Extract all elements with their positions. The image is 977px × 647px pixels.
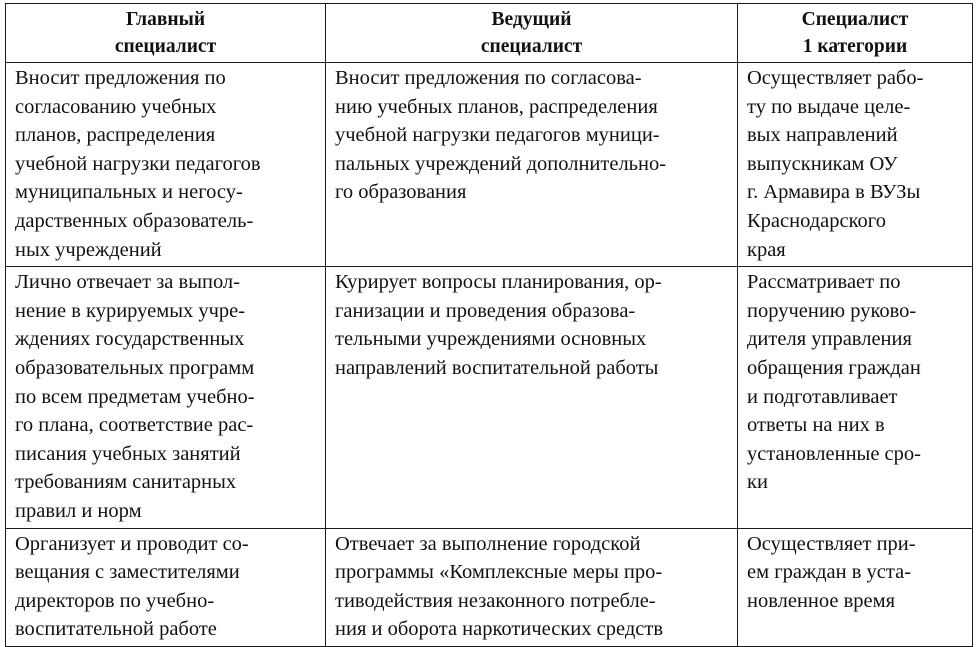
cell-line: вых направлений (747, 124, 898, 147)
cell-line: ждениях государственных (15, 328, 245, 351)
cell-line: ных учреждений (15, 238, 162, 261)
header-line: 1 категории (802, 36, 908, 57)
cell-line: тельными учреждениями основных (335, 328, 647, 351)
table-cell (738, 267, 973, 528)
table-row (6, 63, 973, 267)
cell-line: Отвечает за выполнение городской (335, 532, 641, 555)
cell-line: Рассматривает по (747, 271, 901, 294)
cell-line: образовательных программ (15, 356, 255, 379)
cell-line: го плана, соответствие рас- (15, 414, 254, 437)
cell-line: и подготавливает (747, 385, 898, 408)
table-cell (326, 528, 738, 646)
cell-line: требованиям санитарных (15, 471, 237, 494)
cell-line: Вносит предложения по согласова- (335, 67, 642, 89)
cell-line: направлений воспитательной работы (335, 356, 659, 379)
cell-line: Краснодарского (747, 209, 886, 232)
cell-line: дарственных образователь- (15, 209, 254, 232)
cell-line: воспитательной работе (15, 618, 217, 641)
header-line: Специалист (801, 9, 909, 30)
cell-line: планов, распределения (15, 124, 216, 147)
header-line: Главный (125, 9, 206, 30)
cell-line: поручению руково- (747, 299, 917, 322)
cell-line: установленные сро- (747, 442, 921, 465)
cell-line: муниципальных и негосу- (15, 181, 243, 204)
cell-line: нию учебных планов, распределения (335, 95, 658, 118)
header-row (6, 4, 973, 63)
header-first-category-specialist (738, 4, 973, 63)
cell-line: учебной нагрузки педагогов (15, 152, 261, 175)
cell-line: вещания с заместителями (15, 561, 240, 584)
header-chief-specialist (6, 4, 326, 63)
table-row (6, 528, 973, 646)
cell-line: нение в курируемых учре- (15, 299, 246, 322)
cell-line: по всем предметам учебно- (15, 385, 255, 408)
table-cell (6, 63, 326, 267)
cell-line: Курирует вопросы планирования, ор- (335, 271, 662, 294)
cell-line: Организует и проводит со- (15, 532, 249, 555)
cell-line: согласованию учебных (15, 95, 217, 118)
cell-line: выпускникам ОУ (747, 152, 898, 175)
table-cell (6, 528, 326, 646)
cell-line: края (747, 238, 786, 261)
cell-line: дителя управления (747, 328, 912, 351)
header-line: специалист (480, 36, 583, 57)
cell-line: ответы на них в (747, 414, 885, 437)
cell-line: программы «Комплексные меры про- (335, 561, 663, 584)
cell-line: ту по выдаче целе- (747, 95, 911, 118)
header-line: специалист (114, 36, 217, 57)
table-cell (738, 528, 973, 646)
table-cell (738, 63, 973, 267)
cell-line: г. Армавира в ВУЗы (747, 181, 921, 204)
table-cell (326, 267, 738, 528)
cell-line: Вносит предложения по (15, 67, 226, 89)
cell-line: Осуществляет рабо- (747, 67, 924, 89)
cell-line: Лично отвечает за выпол- (15, 271, 240, 294)
cell-line: Осуществляет при- (747, 532, 916, 555)
cell-line: ем граждан в уста- (747, 561, 912, 584)
cell-line: пальных учреждений дополнительно- (335, 152, 667, 175)
cell-line: тиводействия незаконного потребле- (335, 589, 656, 612)
cell-line: го образования (335, 181, 467, 204)
cell-line: ки (747, 471, 768, 494)
cell-line: писания учебных занятий (15, 442, 241, 465)
cell-line: ния и оборота наркотических средств (335, 618, 663, 641)
table-cell (326, 63, 738, 267)
cell-line: учебной нагрузки педагогов муници- (335, 124, 660, 147)
cell-line: ганизации и проведения образова- (335, 299, 636, 322)
header-line: Ведущий (491, 9, 572, 30)
table-row (6, 267, 973, 528)
duties-table (5, 3, 973, 647)
table-cell (6, 267, 326, 528)
header-leading-specialist (326, 4, 738, 63)
cell-line: правил и норм (15, 499, 142, 522)
cell-line: новленное время (747, 589, 896, 612)
cell-line: директоров по учебно- (15, 589, 215, 612)
cell-line: обращения граждан (747, 356, 921, 379)
